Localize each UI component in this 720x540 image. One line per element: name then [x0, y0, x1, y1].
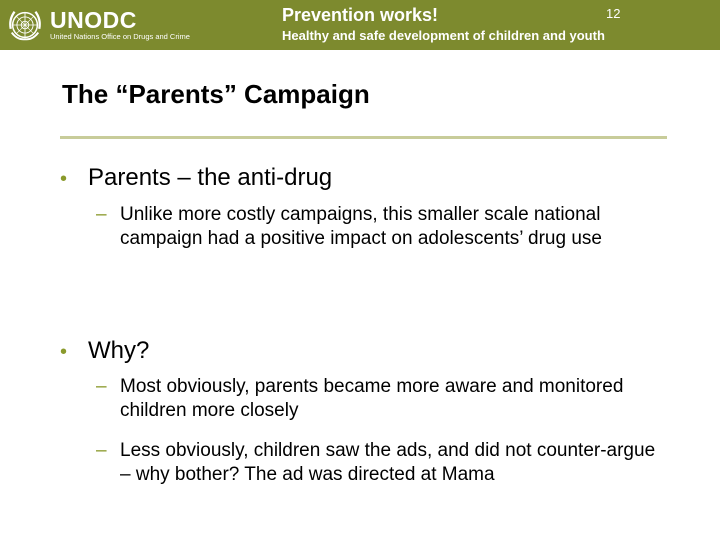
sub-bullet-text: Less obviously, children saw the ads, and did not counter-argue – why bother? The ad was directed at Mama [120, 440, 656, 485]
bullet-item [60, 337, 149, 366]
sub-bullet-item [96, 375, 676, 423]
title-divider [60, 136, 667, 139]
prevention-subtitle: Healthy and safe development of children and youth [282, 28, 605, 43]
bullet-marker: • [60, 341, 68, 363]
sub-bullet-text: Unlike more costly campaigns, this smaller scale national campaign had a positive impact on adolescents’ drug use [120, 204, 602, 249]
slide-number: 12 [606, 6, 621, 21]
logo-name: UNODC [50, 7, 137, 33]
sub-bullet-marker: – [96, 440, 107, 461]
sub-bullet-marker: – [96, 376, 107, 397]
logo-subtitle: United Nations Office on Drugs and Crime [50, 32, 190, 41]
prevention-title: Prevention works! [282, 5, 439, 25]
sub-bullet-marker: – [96, 204, 107, 225]
unodc-logo [6, 4, 190, 46]
un-emblem-icon [6, 6, 44, 44]
slide-title: The “Parents” Campaign [62, 79, 370, 109]
bullet-text: Parents – the anti-drug [88, 164, 333, 191]
sub-bullet-item [96, 203, 676, 251]
sub-bullet-text: Most obviously, parents became more aware and monitored children more closely [120, 376, 624, 421]
bullet-item [60, 164, 332, 193]
header-bar [0, 0, 720, 50]
bullet-text: Why? [88, 337, 150, 364]
bullet-marker: • [60, 168, 68, 190]
sub-bullet-item [96, 439, 676, 487]
